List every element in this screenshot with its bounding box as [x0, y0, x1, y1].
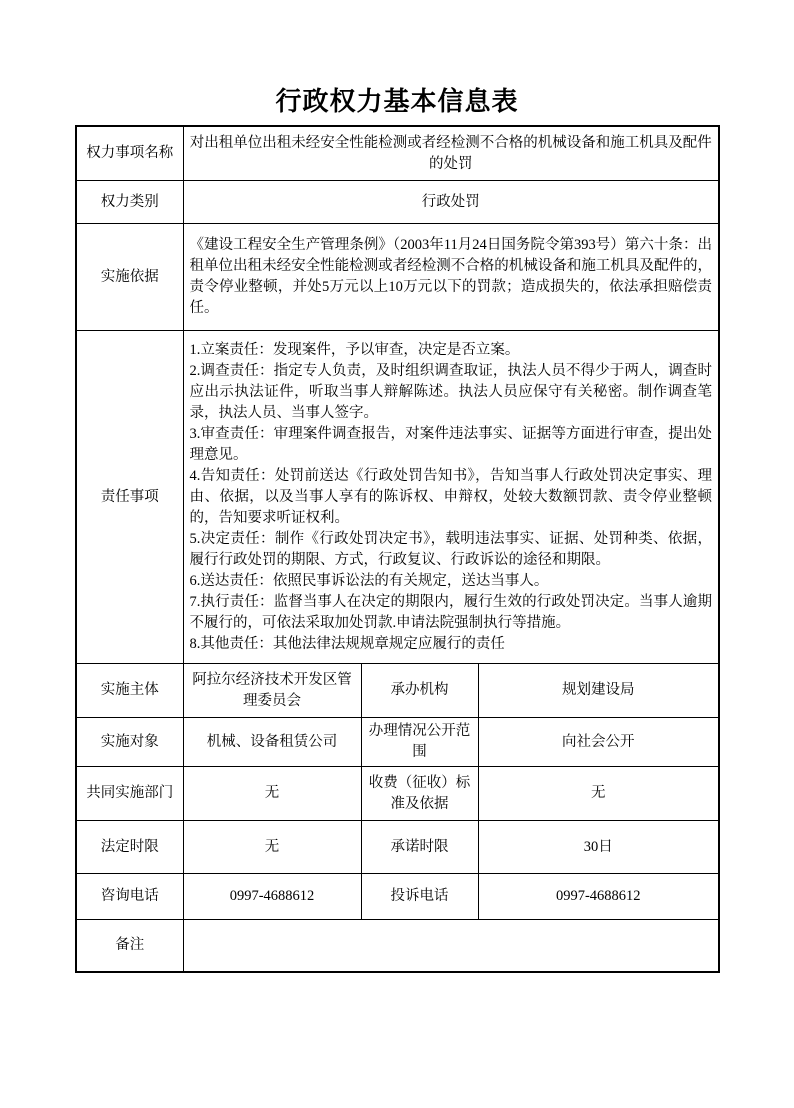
- duty-item: 1.立案责任：发现案件，予以审查，决定是否立案。: [189, 341, 520, 358]
- duty-item: 7.执行责任：监督当事人在决定的期限内，履行生效的行政处罚决定。当事人逾期不履行的，可依法采取加处罚款.申请法院强制执行等措施。: [189, 593, 712, 631]
- table-row-joint-dept: [76, 767, 719, 821]
- row-label: 承办机构: [361, 664, 478, 718]
- row-label: 收费（征收）标准及依据: [361, 767, 478, 821]
- table-row-phone: [76, 874, 719, 920]
- table-row-implementer: [76, 664, 719, 718]
- duty-item: 4.告知责任：处罚前送达《行政处罚告知书》，告知当事人行政处罚决定事实、理由、依据，以及当事人享有的陈诉权、申辩权，处较大数额罚款、责令停业整顿的，告知要求听证权利。: [189, 467, 712, 526]
- table-row-time-limit: [76, 821, 719, 874]
- row-label: 承诺时限: [361, 821, 478, 874]
- table-row-basis: [76, 224, 719, 331]
- row-value: 0997-4688612: [478, 874, 719, 920]
- row-value: 30日: [478, 821, 719, 874]
- row-label: 实施对象: [76, 718, 183, 767]
- table-row-duties: [76, 331, 719, 664]
- row-label: 权力类别: [76, 181, 183, 224]
- table-row-remarks: [76, 920, 719, 973]
- row-label: 实施依据: [76, 224, 183, 331]
- row-value: 0997-4688612: [183, 874, 361, 920]
- row-value: [183, 920, 719, 973]
- row-value: 行政处罚: [183, 181, 719, 224]
- row-value: 无: [478, 767, 719, 821]
- row-label: 共同实施部门: [76, 767, 183, 821]
- row-value: 对出租单位出租未经安全性能检测或者经检测不合格的机械设备和施工机具及配件的处罚: [183, 126, 719, 181]
- duty-item: 2.调查责任：指定专人负责，及时组织调查取证，执法人员不得少于两人，调查时应出示执法证件，听取当事人辩解陈述。执法人员应保守有关秘密。制作调查笔录，执法人员、当事人签字。: [189, 362, 712, 421]
- duty-item: 8.其他责任：其他法律法规规章规定应履行的责任: [189, 635, 505, 652]
- row-value: 《建设工程安全生产管理条例》（2003年11月24日国务院令第393号）第六十条：出租单位出租未经安全性能检测或者经检测不合格的机械设备和施工机具及配件的，责令停业整顿，并处5万元以上10万元以下的罚款；造成损失的，依法承担赔偿责任。: [183, 224, 719, 331]
- page-title: 行政权力基本信息表: [275, 87, 519, 116]
- row-label: 投诉电话: [361, 874, 478, 920]
- row-value: 无: [183, 767, 361, 821]
- row-label: 法定时限: [76, 821, 183, 874]
- row-label: 备注: [76, 920, 183, 973]
- row-value: 无: [183, 821, 361, 874]
- row-value: 阿拉尔经济技术开发区管理委员会: [183, 664, 361, 718]
- row-label: 咨询电话: [76, 874, 183, 920]
- row-value: 机械、设备租赁公司: [183, 718, 361, 767]
- table-row-item-name: [76, 126, 719, 181]
- row-label: 权力事项名称: [76, 126, 183, 181]
- duty-item: 3.审查责任：审理案件调查报告，对案件违法事实、证据等方面进行审查，提出处理意见。: [189, 425, 712, 463]
- row-value: [183, 331, 719, 664]
- row-label: 责任事项: [76, 331, 183, 664]
- duty-item: 6.送达责任：依照民事诉讼法的有关规定，送达当事人。: [189, 572, 549, 589]
- table-row-target: [76, 718, 719, 767]
- row-label: 实施主体: [76, 664, 183, 718]
- row-value: 规划建设局: [478, 664, 719, 718]
- table-row-category: [76, 181, 719, 224]
- row-value: 向社会公开: [478, 718, 719, 767]
- row-label: 办理情况公开范围: [361, 718, 478, 767]
- info-table: [75, 125, 720, 973]
- duty-item: 5.决定责任：制作《行政处罚决定书》，载明违法事实、证据、处罚种类、依据，履行行政处罚的期限、方式，行政复议、行政诉讼的途径和期限。: [189, 530, 712, 568]
